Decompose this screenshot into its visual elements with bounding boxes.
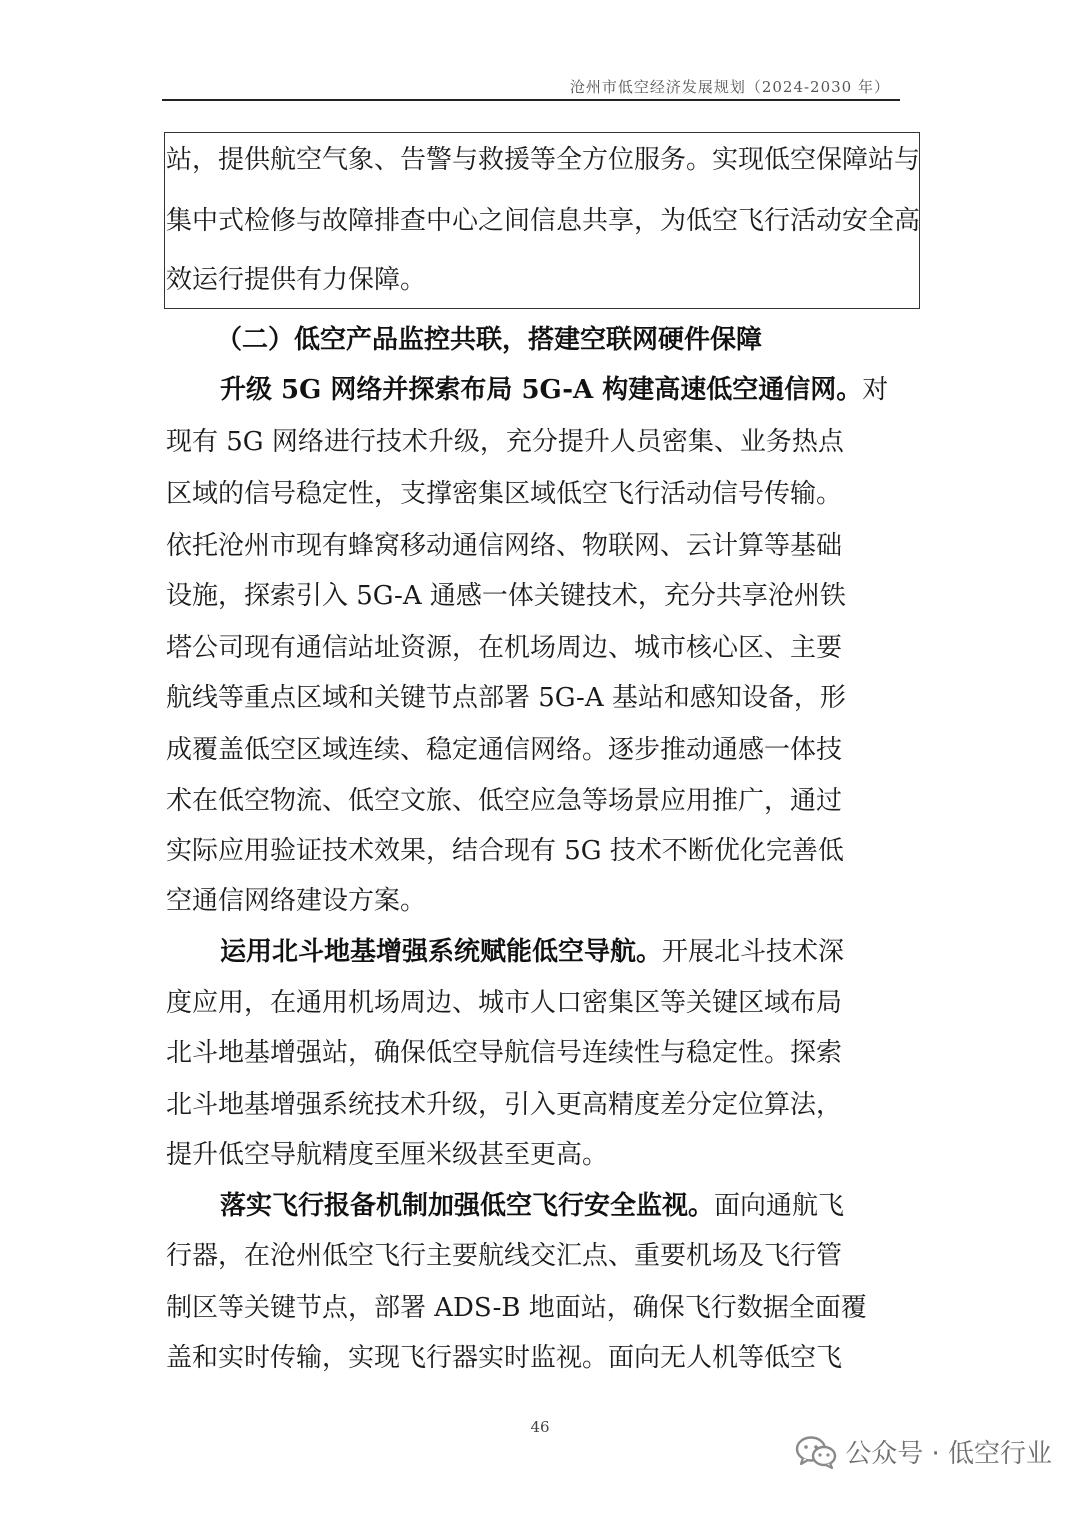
paragraph-line: 设施，探索引入 5G-A 通感一体关键技术，充分共享沧州铁 — [166, 581, 846, 611]
paragraph-line: 区域的信号稳定性，支撑密集区域低空飞行活动信号传输。 — [166, 479, 843, 509]
page-number: 46 — [530, 1418, 550, 1436]
paragraph-rest: 对 — [862, 375, 889, 405]
paragraph-line: 行器，在沧州低空飞行主要航线交汇点、重要机场及飞行管 — [166, 1241, 843, 1271]
paragraph-line: 航线等重点区域和关键节点部署 5G-A 基站和感知设备，形 — [166, 683, 846, 713]
paragraph-first-line — [220, 937, 844, 967]
paragraph-line: 空通信网络建设方案。 — [166, 886, 427, 916]
paragraph-line: 现有 5G 网络进行技术升级，充分提升人员密集、业务热点 — [166, 427, 844, 457]
paragraph-line: 依托沧州市现有蜂窝移动通信网络、物联网、云计算等基础 — [166, 531, 843, 561]
wechat-icon — [795, 1435, 837, 1469]
paragraph-line: 北斗地基增强站，确保低空导航信号连续性与稳定性。探索 — [166, 1038, 843, 1068]
paragraph-first-line — [220, 375, 888, 405]
header-title: 沧州市低空经济发展规划（2024-2030 年） — [569, 78, 890, 96]
paragraph-lead: 运用北斗地基增强系统赋能低空导航。 — [220, 937, 663, 967]
paragraph-line: 盖和实时传输，实现飞行器实时监视。面向无人机等低空飞 — [166, 1343, 843, 1373]
boxed-text-line: 集中式检修与故障排查中心之间信息共享，为低空飞行活动安全高 — [166, 206, 921, 236]
boxed-text-line: 效运行提供有力保障。 — [166, 265, 427, 295]
paragraph-lead: 落实飞行报备机制加强低空飞行安全监视。 — [220, 1191, 715, 1221]
paragraph-line: 度应用，在通用机场周边、城市人口密集区等关键区域布局 — [166, 988, 843, 1018]
watermark-text: 公众号 · 低空行业 — [845, 1439, 1052, 1469]
paragraph-rest: 面向通航飞 — [714, 1191, 845, 1221]
paragraph-rest: 开展北斗技术深 — [662, 937, 845, 967]
paragraph-line: 塔公司现有通信站址资源，在机场周边、城市核心区、主要 — [166, 633, 843, 663]
paragraph-line: 提升低空导航精度至厘米级甚至更高。 — [166, 1140, 609, 1170]
paragraph-first-line — [220, 1191, 844, 1221]
paragraph-lead: 升级 5G 网络并探索布局 5G-A 构建高速低空通信网。 — [220, 375, 863, 405]
header-rule — [162, 99, 900, 101]
section-heading: （二）低空产品监控共联，搭建空联网硬件保障 — [216, 325, 763, 355]
paragraph-line: 术在低空物流、低空文旅、低空应急等场景应用推广，通过 — [166, 786, 843, 816]
boxed-text-line: 站，提供航空气象、告警与救援等全方位服务。实现低空保障站与 — [166, 145, 921, 175]
paragraph-line: 实际应用验证技术效果，结合现有 5G 技术不断优化完善低 — [166, 836, 844, 866]
paragraph-line: 成覆盖低空区域连续、稳定通信网络。逐步推动通感一体技 — [166, 735, 843, 765]
watermark — [795, 1433, 1052, 1470]
paragraph-line: 制区等关键节点，部署 ADS-B 地面站，确保飞行数据全面覆 — [166, 1293, 867, 1323]
paragraph-line: 北斗地基增强系统技术升级，引入更高精度差分定位算法， — [166, 1090, 843, 1120]
